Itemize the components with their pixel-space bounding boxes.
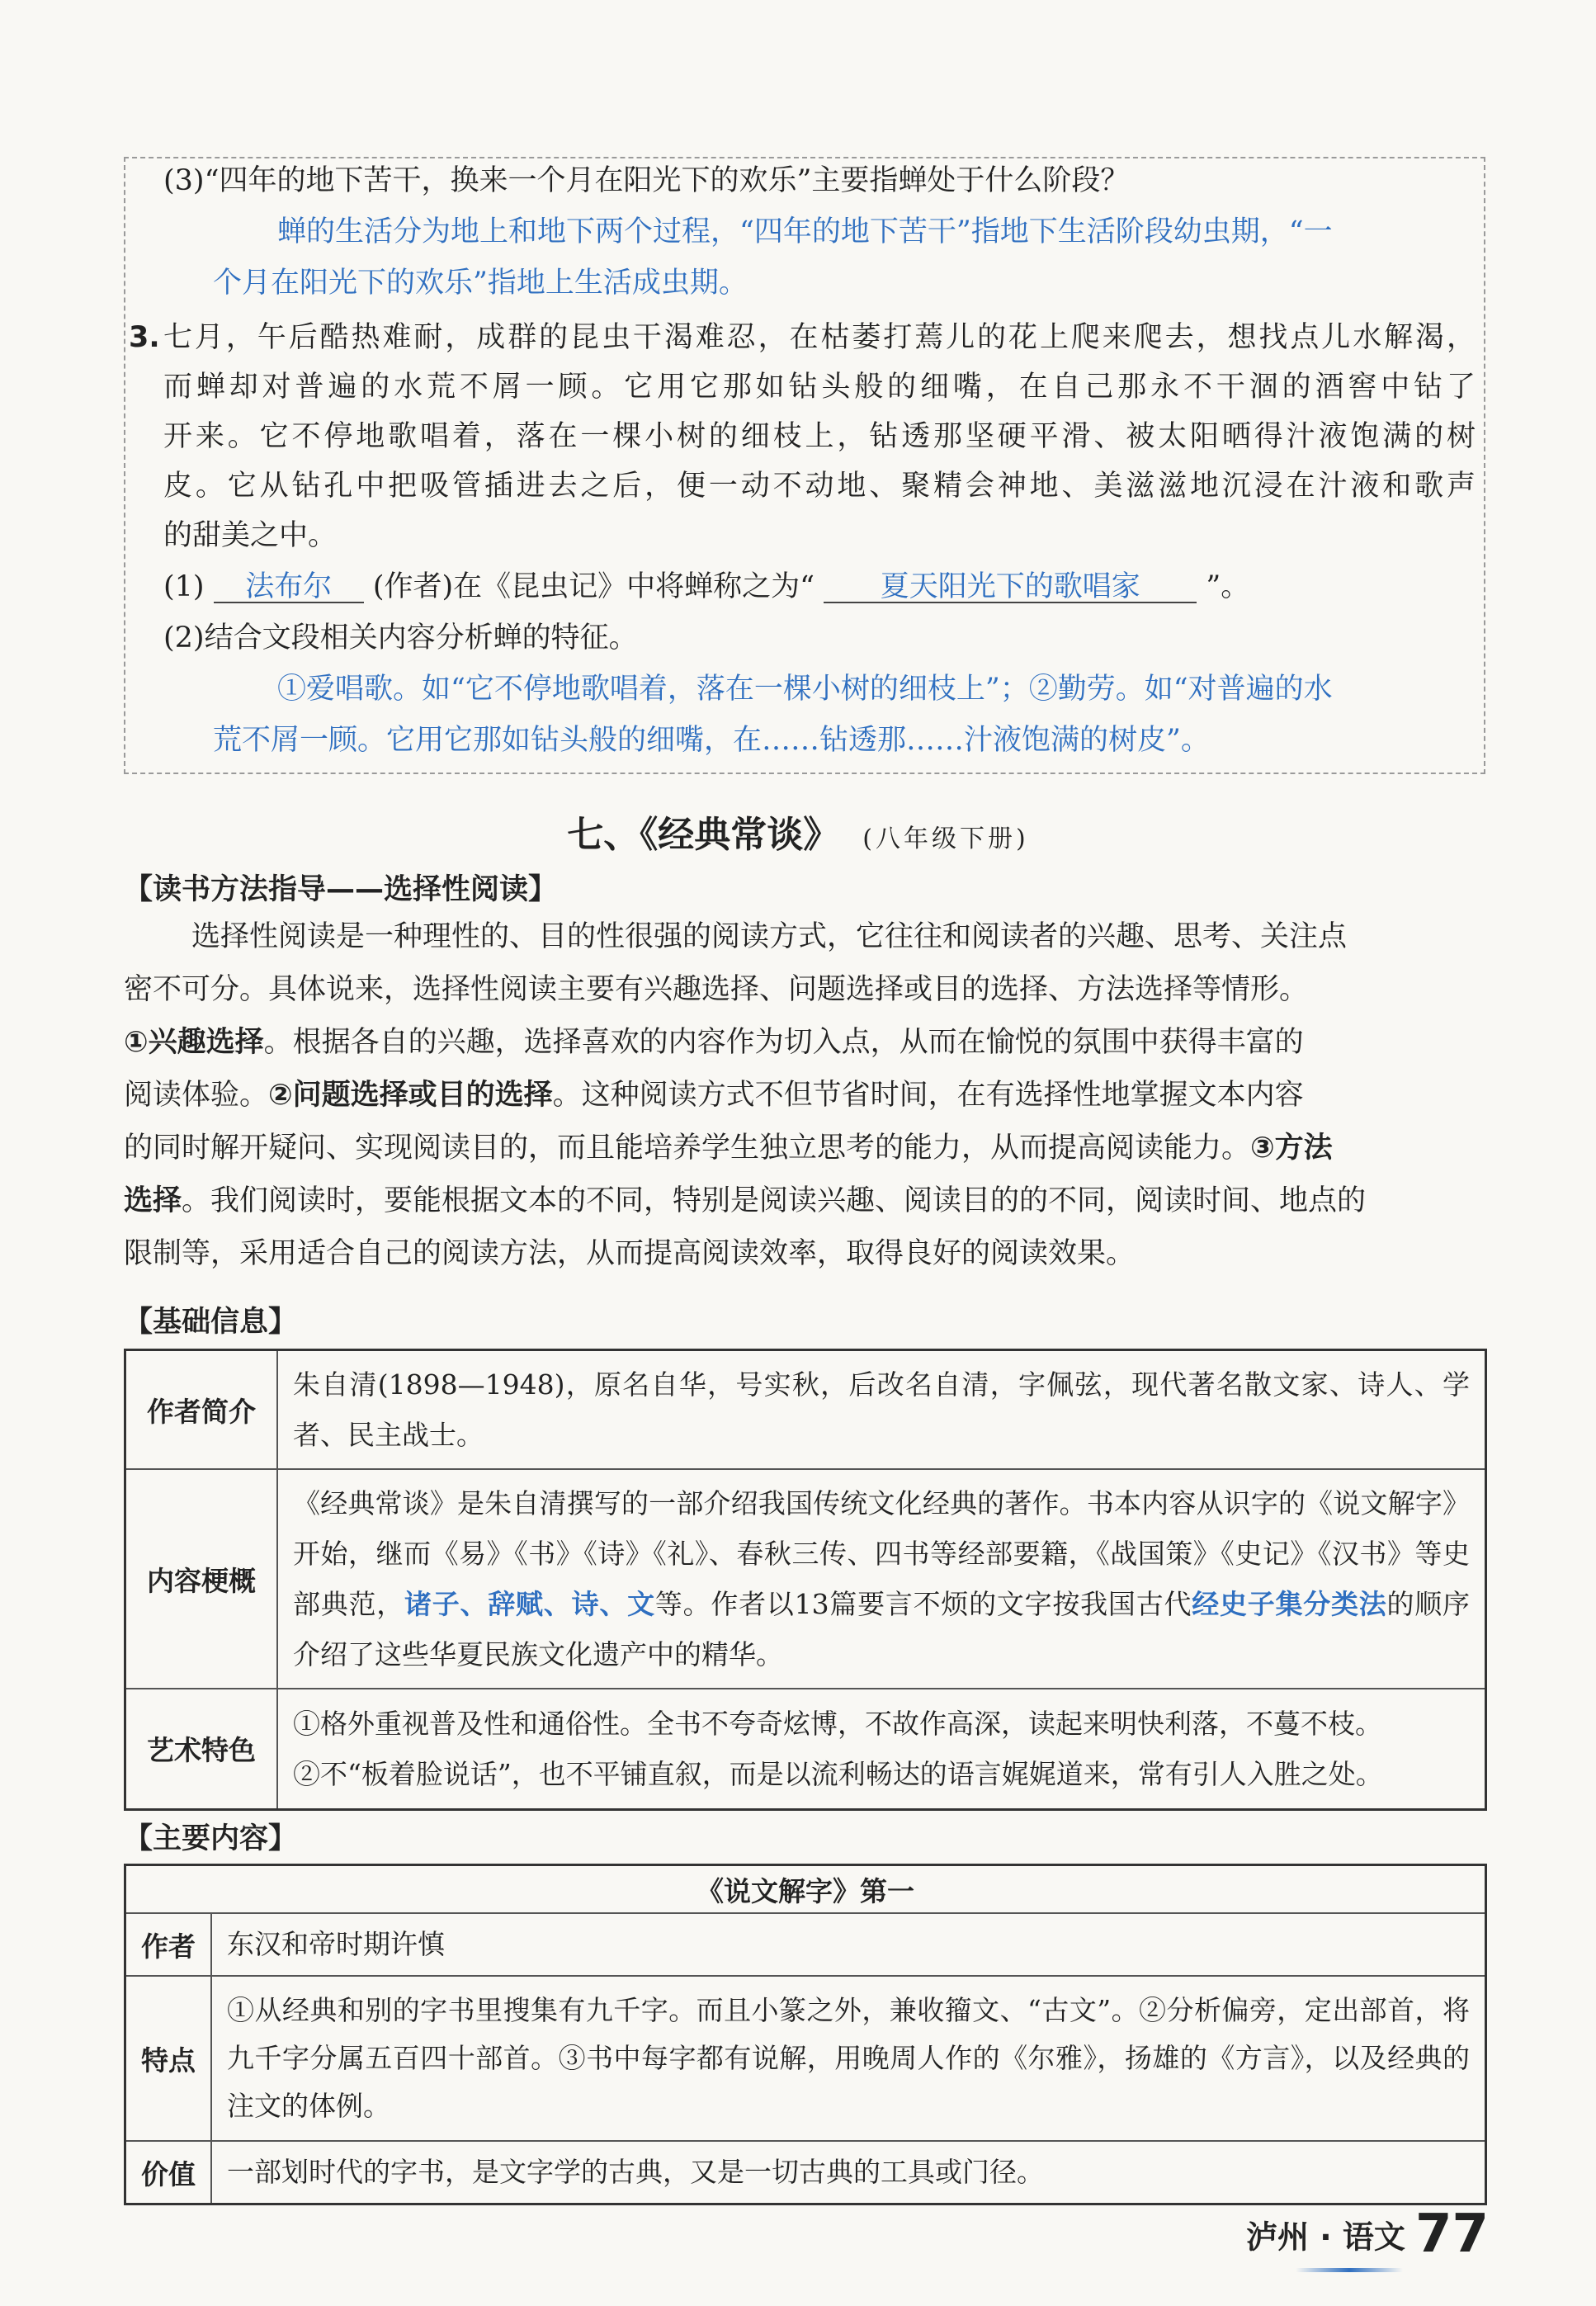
mc-author-label: 作者	[125, 1913, 212, 1976]
mc-value-text: 一部划时代的字书，是文字学的古典，又是一切古典的工具或门径。	[211, 2141, 1486, 2204]
guide-line7: 限制等，采用适合自己的阅读方法，从而提高阅读效率，取得良好的阅读效果。	[124, 1237, 1136, 1270]
content-text-a: 《经典常谈》是朱自清撰写的一部介绍我国传统文化经典的著作。书本内容从识字的《说文解字》开始，继而《易》《书》《诗》《礼》、春秋三传、四书等经部要籍，《战国策》《史记》《汉书》等史部典范，	[293, 1487, 1470, 1620]
guide-line3-rest: 。根据各自的兴趣，选择喜欢的内容作为切入点，从而在愉悦的氛围中获得丰富的	[263, 1026, 1304, 1059]
content-text-c: 的顺序介绍了这些华夏民族文化遗产中的精华。	[293, 1588, 1471, 1670]
art-line1: ①格外重视普及性和通俗性。全书不夸奇炫博，不故作高深，读起来明快利落，不蔓不枝。	[293, 1707, 1382, 1740]
table-row	[125, 1976, 1486, 2141]
sub2-question: (2)结合文段相关内容分析蝉的特征。	[163, 621, 638, 654]
basic-info-table	[124, 1349, 1487, 1811]
guide-line6-rest: 。我们阅读时，要能根据文本的不同，特别是阅读兴趣、阅读目的的不同，阅读时间、地点的	[182, 1184, 1367, 1217]
page-footer	[1246, 2204, 1489, 2265]
footer-decoration	[1296, 2268, 1403, 2272]
author-label: 作者简介	[125, 1350, 278, 1470]
sub1-prefix: (1)	[163, 570, 205, 603]
sub1-blank-title: 夏天阳光下的歌唱家	[824, 573, 1197, 603]
q3-answer-line2: 个月在阳光下的欢乐”指地上生活成虫期。	[213, 267, 748, 300]
footer-location: 泸州 · 语文	[1246, 2219, 1405, 2256]
q3-question: (3)“四年的地下苦干，换来一个月在阳光下的欢乐”主要指蝉处于什么阶段？	[163, 164, 1130, 197]
basic-info-heading: 【基础信息】	[124, 1306, 298, 1339]
sub2-answer-line2: 荒不屑一顾。它用它那如钻头般的细嘴，在……钻透那……汁液饱满的树皮”。	[213, 724, 1210, 757]
section-subtitle: (八年级下册)	[862, 825, 1029, 853]
guide-line5	[124, 1134, 1333, 1163]
section-title	[0, 805, 1596, 858]
guide-line4-start: 阅读体验。	[124, 1079, 269, 1112]
main-content-table	[124, 1864, 1487, 2205]
guide-line4	[124, 1081, 1304, 1110]
table-row	[125, 1350, 1486, 1470]
p3-line2: 而蝉却对普遍的水荒不屑一顾。它用它那如钻头般的细嘴，在自己那永不干涸的酒窖中钻了	[163, 371, 1476, 404]
sub1-line	[163, 570, 1250, 603]
guide-interest-choice: ①兴趣选择	[124, 1026, 264, 1059]
table-row	[125, 1689, 1486, 1809]
sub1-blank-author: 法布尔	[214, 573, 364, 603]
mc-feature-label: 特点	[125, 1976, 212, 2141]
mc-value-label: 价值	[125, 2141, 212, 2204]
sub1-mid: (作者)在《昆虫记》中将蝉称之为“	[372, 570, 815, 603]
p3-line3: 开来。它不停地歌唱着，落在一棵小树的细枝上，钻透那坚硬平滑、被太阳晒得汁液饱满的树	[163, 420, 1476, 453]
content-text	[277, 1469, 1486, 1689]
sub1-suffix: ”。	[1206, 570, 1250, 603]
p3-number: 3.	[129, 321, 160, 354]
art-label: 艺术特色	[125, 1689, 278, 1809]
page-number: 77	[1414, 2204, 1489, 2265]
section-title-text: 七、《经典常谈》	[567, 814, 840, 856]
guide-line5-start: 的同时解开疑问、实现阅读目的，而且能培养学生独立思考的能力，从而提高阅读能力。	[124, 1132, 1251, 1165]
p3-line4: 皮。它从钻孔中把吸管插进去之后，便一动不动地、聚精会神地、美滋滋地沉浸在汁液和歌声	[163, 470, 1476, 503]
table-row	[125, 1469, 1486, 1689]
guide-line2: 密不可分。具体说来，选择性阅读主要有兴趣选择、问题选择或目的选择、方法选择等情形。	[124, 973, 1309, 1006]
mc-feature-text: ①从经典和别的字书里搜集有九千字。而且小篆之外，兼收籀文、“古文”。②分析偏旁，定出部首，将九千字分属五百四十部首。③书中每字都有说解，用晚周人作的《尔雅》，扬雄的《方言》，以及经典的注文的体例。	[211, 1976, 1486, 2141]
art-line2: ②不“板着脸说话”，也不平铺直叙，而是以流利畅达的语言娓娓道来，常有引人入胜之处。	[293, 1757, 1383, 1790]
guide-line3	[124, 1028, 1304, 1057]
content-highlight-method: 经史子集分类法	[1192, 1588, 1387, 1620]
guide-method-choice-b: 选择	[124, 1184, 182, 1217]
art-text	[277, 1689, 1486, 1809]
mc-author-text: 东汉和帝时期许慎	[211, 1913, 1486, 1976]
content-text-b: 等。作者以13篇要言不烦的文字按我国古代	[654, 1588, 1192, 1620]
guide-line4-rest: 。这种阅读方式不但节省时间，在有选择性地掌握文本内容	[552, 1079, 1304, 1112]
table-row	[125, 1913, 1486, 1976]
main-content-heading: 【主要内容】	[124, 1822, 298, 1855]
table-row	[125, 1865, 1486, 1914]
p3-line5: 的甜美之中。	[163, 519, 338, 552]
guide-line6	[124, 1184, 1367, 1217]
author-text: 朱自清(1898—1948)，原名自华，号实秋，后改名自清，字佩弦，现代著名散文家、诗人、学者、民主战士。	[277, 1350, 1486, 1470]
guide-heading: 【读书方法指导——选择性阅读】	[124, 873, 558, 906]
table-row	[125, 2141, 1486, 2204]
q3-answer-line1: 蝉的生活分为地上和地下两个过程，“四年的地下苦干”指地下生活阶段幼虫期，“一	[277, 215, 1333, 248]
guide-line1: 选择性阅读是一种理性的、目的性很强的阅读方式，它往往和阅读者的兴趣、思考、关注点	[191, 920, 1348, 953]
table-caption: 《说文解字》第一	[125, 1865, 1486, 1914]
p3-line1: 七月，午后酷热难耐，成群的昆虫干渴难忍，在枯萎打蔫儿的花上爬来爬去，想找点儿水解渴，	[163, 321, 1476, 354]
sub2-answer-line1: ①爱唱歌。如“它不停地歌唱着，落在一棵小树的细枝上”；②勤劳。如“对普遍的水	[277, 673, 1333, 706]
guide-problem-choice: ②问题选择或目的选择	[268, 1079, 553, 1112]
content-label: 内容梗概	[125, 1469, 278, 1689]
guide-method-choice-a: ③方法	[1250, 1132, 1333, 1165]
content-highlight-genres: 诸子、辞赋、诗、文	[404, 1588, 655, 1620]
